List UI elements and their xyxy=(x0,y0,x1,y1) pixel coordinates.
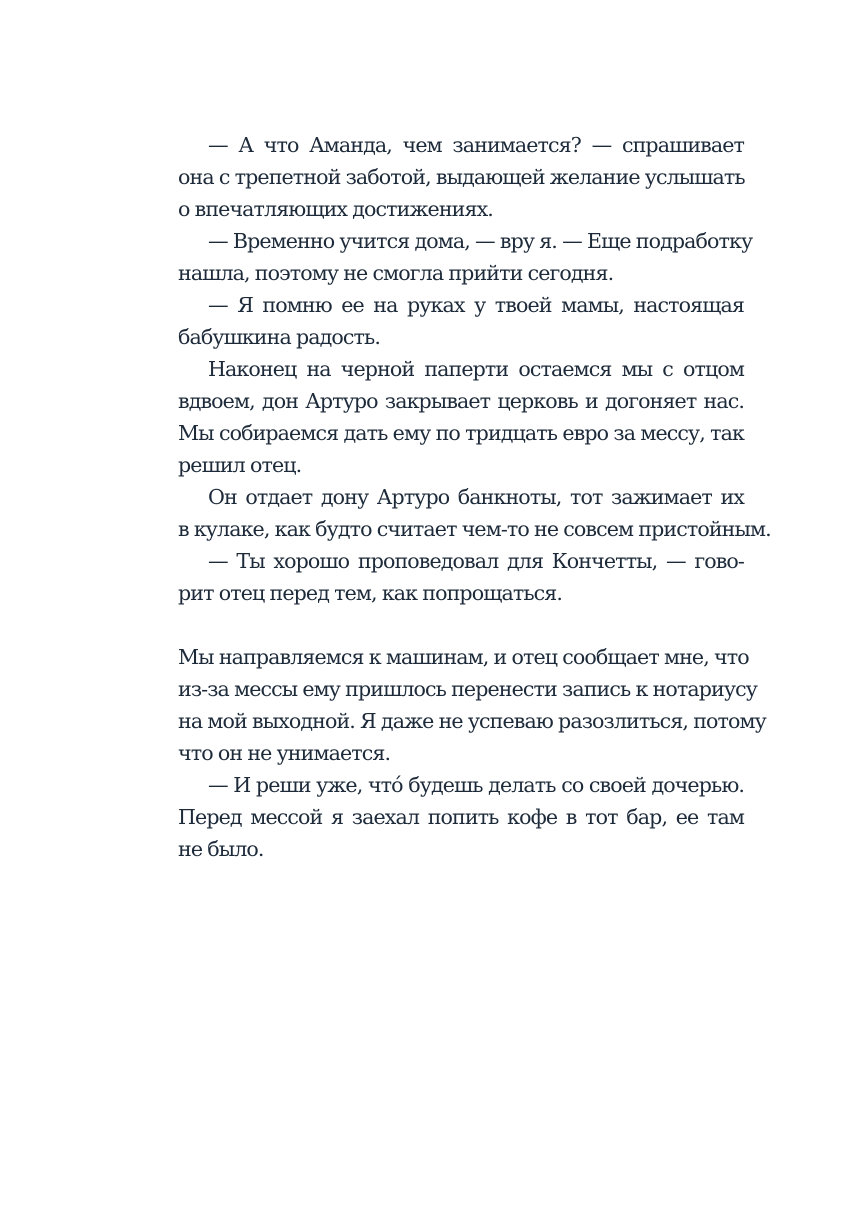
text-line: Он отдает дону Артуро банкноты, тот зажимает их xyxy=(208,485,744,509)
text-line: — Я помню ее на руках у твоей мамы, настоящая xyxy=(208,293,744,317)
text-line: Мы направляемся к машинам, и отец сообщает мне, что xyxy=(178,645,749,669)
text-line: — А что Аманда, чем занимается? — спрашивает xyxy=(208,133,744,157)
text-line: на мой выходной. Я даже не успеваю разозлиться, потому xyxy=(178,709,766,733)
text-line: бабушкина радость. xyxy=(178,325,381,349)
text-line: — И реши уже, чтó будешь делать со своей дочерью. xyxy=(208,773,744,797)
text-line: Мы собираемся дать ему по тридцать евро за мессу, так xyxy=(178,421,744,445)
text-line: она с трепетной заботой, выдающей желание услышать xyxy=(178,165,745,189)
text-line: не было. xyxy=(178,837,264,861)
text-line: рит отец перед тем, как попрощаться. xyxy=(178,581,563,605)
text-line: Перед мессой я заехал попить кофе в тот бар, ее там xyxy=(178,805,744,829)
text-line: что он не унимается. xyxy=(178,741,391,765)
text-line: в кулаке, как будто считает чем-то не совсем пристойным. xyxy=(178,517,771,541)
text-line: вдвоем, дон Артуро закрывает церковь и догоняет нас. xyxy=(178,389,744,413)
section-break xyxy=(178,609,744,641)
text-line: — Временно учится дома, — вру я. — Еще подработку xyxy=(208,229,753,253)
text-line: — Ты хорошо проповедовал для Кончетты, — гово- xyxy=(208,549,744,573)
text-line: о впечатляющих достижениях. xyxy=(178,197,493,221)
page-text xyxy=(178,129,771,865)
text-line: нашла, поэтому не смогла прийти сегодня. xyxy=(178,261,614,285)
text-line: из-за мессы ему пришлось перенести запись к нотариусу xyxy=(178,677,757,701)
text-line: Наконец на черной паперти остаемся мы с отцом xyxy=(208,357,744,381)
text-line: решил отец. xyxy=(178,453,302,477)
